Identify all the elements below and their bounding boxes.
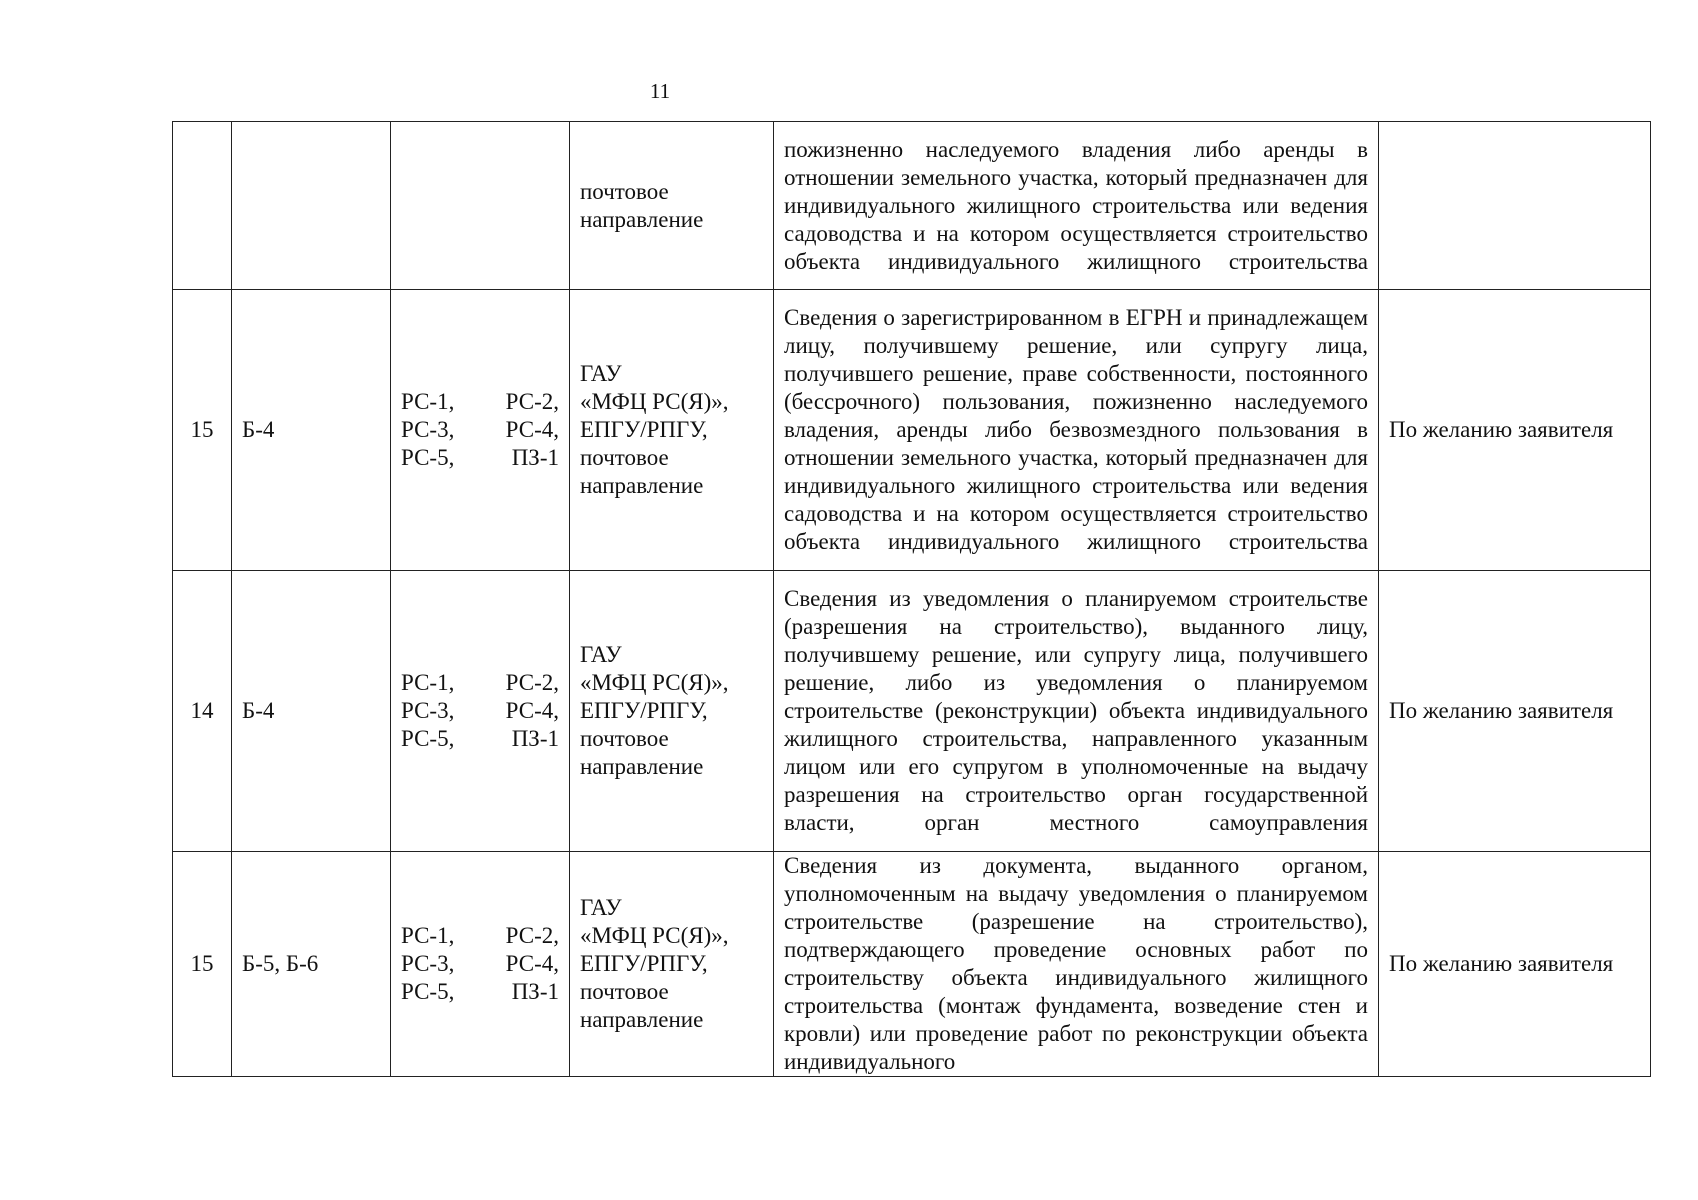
page-number: 11 (649, 79, 671, 103)
delivery-method-cell (570, 571, 774, 852)
delivery-line: ГАУ (580, 895, 622, 920)
delivery-line: направление (580, 754, 704, 779)
note-cell: По желанию заявителя (1379, 571, 1651, 852)
description-text: Сведения из документа, выданного органом, уполномоченным на выдачу уведомления о планируемом строительстве (разрешение на строительство), подтверждающего проведение основных работ по строительству объекта индивидуального жилищного строительства (монтаж фундамента, возведение стен и кровли) или проведение работ по реконструкции объекта индивидуального (784, 853, 1368, 1074)
delivery-line: «МФЦ РС(Я)», (580, 923, 729, 948)
delivery-line: почтовое (580, 445, 669, 470)
info-code-cell: Б-4 (232, 290, 391, 571)
row-number-cell: 14 (173, 571, 232, 852)
delivery-line: направление (580, 1007, 704, 1032)
info-code-cell: Б-4 (232, 571, 391, 852)
result-docs-cell (391, 122, 570, 290)
delivery-method-cell (570, 122, 774, 290)
description-text: Сведения из уведомления о планируемом строительстве (разрешения на строительство), выданного лицу, получившему решение, или супругу лица, получившего решение, либо из уведомления о планируемом строительстве (реконструкции) объекта индивидуального жилищного строительства, направленного указанным лицом или его супругом в уполномоченные на выдачу разрешения на строительство орган государственной власти, орган местного самоуправления (784, 586, 1368, 835)
delivery-line: «МФЦ РС(Я)», (580, 389, 729, 414)
table-row (173, 571, 1651, 852)
description-cell (774, 290, 1379, 571)
delivery-line: направление (580, 473, 704, 498)
delivery-method-cell (570, 290, 774, 571)
delivery-line: ЕПГУ/РПГУ, (580, 698, 708, 723)
table-row (173, 290, 1651, 571)
table-row (173, 122, 1651, 290)
note-cell: По желанию заявителя (1379, 290, 1651, 571)
info-code-cell (232, 122, 391, 290)
delivery-line: направление (580, 206, 704, 232)
document-table (172, 121, 1651, 1077)
description-text: пожизненно наследуемого владения либо аренды в отношении земельного участка, который предназначен для индивидуального жилищного строительства или ведения садоводства и на котором осуществляется строительство объекта индивидуального жилищного строительства (784, 136, 1368, 274)
delivery-line: ГАУ (580, 642, 622, 667)
delivery-line: «МФЦ РС(Я)», (580, 670, 729, 695)
delivery-line: ЕПГУ/РПГУ, (580, 417, 708, 442)
description-cell (774, 852, 1379, 1077)
result-docs-cell: РС-1, РС-2, РС-3, РС-4, РС-5, ПЗ-1 (391, 290, 570, 571)
row-number-cell (173, 122, 232, 290)
description-cell (774, 571, 1379, 852)
delivery-line: ГАУ (580, 361, 622, 386)
result-docs-cell: РС-1, РС-2, РС-3, РС-4, РС-5, ПЗ-1 (391, 852, 570, 1077)
description-cell (774, 122, 1379, 290)
delivery-line: почтовое (580, 178, 669, 204)
row-number-cell: 15 (173, 852, 232, 1077)
delivery-line: ЕПГУ/РПГУ, (580, 951, 708, 976)
description-text: Сведения о зарегистрированном в ЕГРН и принадлежащем лицу, получившему решение, или супругу лица, получившего решение, праве собственности, постоянного (бессрочного) пользования, пожизненно наследуемого владения, аренды либо безвозмездного пользования в отношении земельного участка, который предназначен для индивидуального жилищного строительства или ведения садоводства и на котором осуществляется строительство объекта индивидуального жилищного строительства (784, 305, 1368, 554)
note-cell: По желанию заявителя (1379, 852, 1651, 1077)
note-cell (1379, 122, 1651, 290)
table-row (173, 852, 1651, 1077)
delivery-line: почтовое (580, 979, 669, 1004)
delivery-line: почтовое (580, 726, 669, 751)
result-docs-cell: РС-1, РС-2, РС-3, РС-4, РС-5, ПЗ-1 (391, 571, 570, 852)
row-number-cell: 15 (173, 290, 232, 571)
delivery-method-cell (570, 852, 774, 1077)
info-code-cell: Б-5, Б-6 (232, 852, 391, 1077)
